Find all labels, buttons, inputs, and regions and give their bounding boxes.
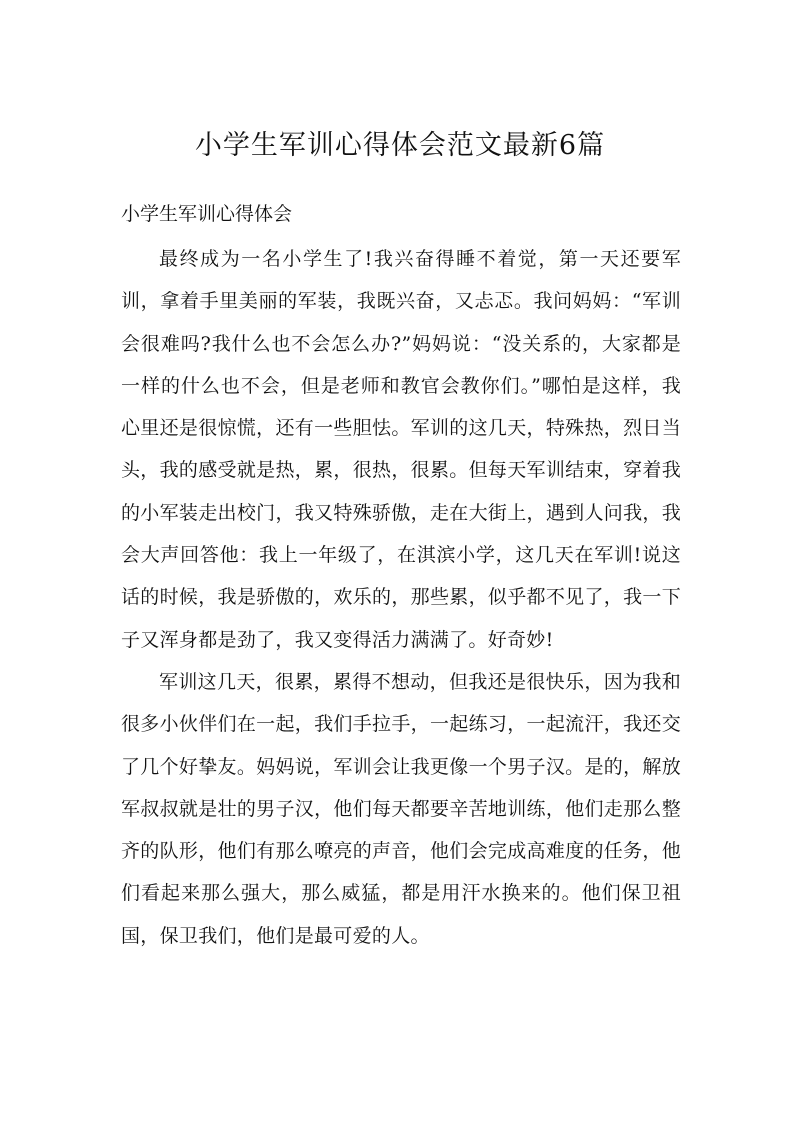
document-title: 小学生军训心得体会范文最新6篇 bbox=[194, 130, 606, 161]
document-body bbox=[121, 238, 681, 957]
paragraph-2: 军训这几天，很累，累得不想动，但我还是很快乐，因为我和很多小伙伴们在一起，我们手拉手，一起练习，一起流汗，我还交了几个好挚友。妈妈说，军训会让我更像一个男子汉。是的，解放军叔叔就是壮的男子汉，他们每天都要辛苦地训练，他们走那么整齐的队形，他们有那么嘹亮的声音，他们会完成高难度的任务，他们看起来那么强大，那么威猛，都是用汗水换来的。他们保卫祖国，保卫我们，他们是最可爱的人。 bbox=[121, 670, 681, 947]
paragraph-1: 最终成为一名小学生了!我兴奋得睡不着觉，第一天还要军训，拿着手里美丽的军装，我既兴奋，又忐忑。我问妈妈：“军训会很难吗?我什么也不会怎么办?”妈妈说：“没关系的，大家都是一样的什么也不会，但是老师和教官会教你们。”哪怕是这样，我心里还是很惊慌，还有一些胆怯。军训的这几天，特殊热，烈日当头，我的感受就是热，累，很热，很累。但每天军训结束，穿着我的小军装走出校门，我又特殊骄傲，走在大街上，遇到人问我，我会大声回答他：我上一年级了，在淇滨小学，这几天在军训!说这话的时候，我是骄傲的，欢乐的，那些累，似乎都不见了，我一下子又浑身都是劲了，我又变得活力满满了。好奇妙! bbox=[121, 248, 681, 651]
section-heading: 小学生军训心得体会 bbox=[121, 203, 293, 225]
